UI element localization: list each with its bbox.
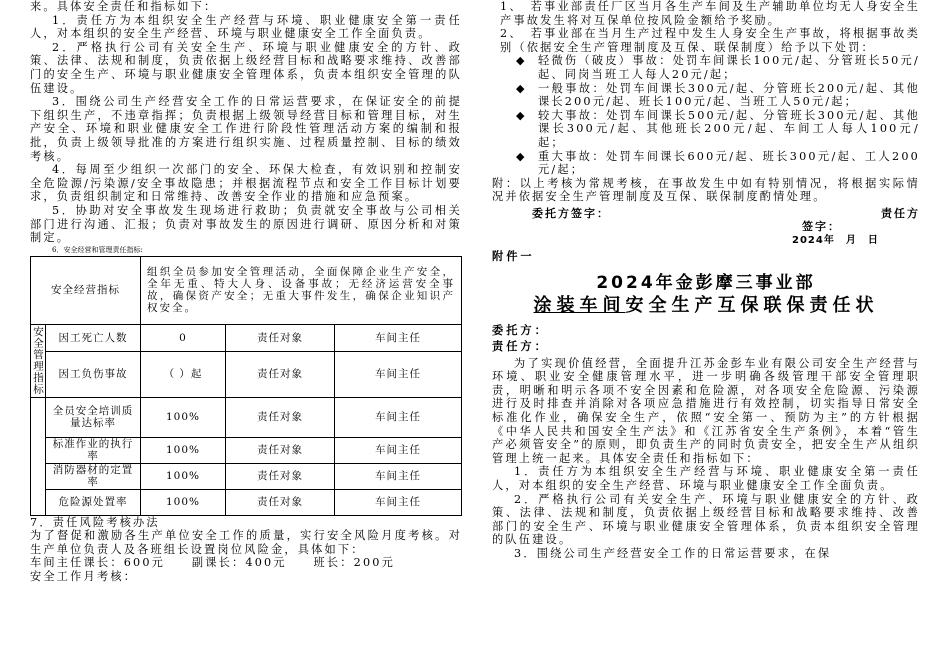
indicator-target: 0 — [141, 324, 226, 351]
penalty-item — [492, 150, 920, 177]
responsible-label: 责任方 — [881, 206, 920, 220]
workshop-name: 涂装车间 — [533, 294, 626, 316]
penalty-item — [492, 82, 920, 109]
side-label: 安全管理指标 — [32, 326, 44, 396]
object-value: 车间主任 — [335, 351, 462, 397]
penalty-item — [492, 109, 920, 150]
penalty-item — [492, 54, 920, 81]
right-column — [492, 0, 920, 561]
indicator-target: 100% — [141, 397, 226, 437]
signature-label: 签字： — [802, 219, 841, 233]
table-row — [31, 351, 462, 397]
penalty-major: 较大事故：处罚车间课长500元/起、分管班长300元/起、其他课长300元/起、其他班长200元/起、车间工人每人100元/起； — [538, 108, 920, 149]
entrust-signature-label: 委托方签字： — [532, 206, 610, 220]
diamond-bullet-icon: ◆ — [516, 54, 525, 68]
duty-1: 1．责任方为本组织安全生产经营与环境、职业健康安全第一责任人，对本组织的安全生产经营、环境与职业健康安全工作全面负责。 — [30, 13, 462, 41]
penalty-serious: 重大事故：处罚车间课长600元/起、班长300元/起、工人200元/起； — [538, 149, 920, 177]
document-subtitle — [492, 294, 920, 318]
section-7-title: 7．责任风险考核办法 — [30, 515, 160, 529]
duty-2: 2．严格执行公司有关安全生产、环境与职业健康安全的方针、政策、法律、法规和制度，负责依据上级经营目标和战略要求维持、改善部门的安全生产、环境与职业健康安全管理体系，负责本组织安全管理的队伍建设。 — [30, 40, 462, 95]
section-7-text: 为了督促和激励各生产单位安全工作的质量，实行安全风险月度考核。对生产单位负责人及各班组长设置岗位风险金，具体如下： — [30, 529, 462, 556]
table-row — [31, 463, 462, 489]
indicator-target: （ ）起 — [141, 351, 226, 397]
signature-block — [492, 204, 920, 244]
safety-indicator-table — [30, 256, 462, 516]
object-label: 责任对象 — [226, 324, 335, 351]
diamond-bullet-icon: ◆ — [516, 81, 525, 95]
duty-5: 5．协助对安全事故发生现场进行救助；负责就安全事故与公司相关部门进行沟通、汇报；负责对事故发生的原因进行调研、原因分析和对策制定。 — [30, 203, 462, 245]
object-label: 责任对象 — [226, 437, 335, 463]
object-label: 责任对象 — [226, 489, 335, 515]
indicator-name: 全员安全培训质量达标率 — [46, 397, 141, 437]
document-title: 2024年金彭摩三事业部 — [596, 272, 816, 293]
diamond-bullet-icon: ◆ — [516, 149, 525, 163]
penalty-general: 一般事故：处罚车间课长300元/起、分管班长200元/起、其他课长200元/起、班长100元/起、当班工人50元/起； — [538, 81, 920, 109]
signature-date: 2024年 月 日 — [792, 234, 879, 246]
penalty-clause: 2、 若事业部在当月生产过程中发生人身安全生产事故，将根据事故类别（依据安全生产管理制度及互保、联保制度）给予以下处罚： — [500, 27, 920, 54]
table-header-row — [31, 256, 462, 324]
object-value: 车间主任 — [335, 324, 462, 351]
object-label: 责任对象 — [226, 397, 335, 437]
indicator-name: 因工负伤事故 — [46, 351, 141, 397]
object-label: 责任对象 — [226, 463, 335, 489]
object-value: 车间主任 — [335, 437, 462, 463]
diamond-bullet-icon: ◆ — [516, 108, 525, 122]
table-row — [31, 437, 462, 463]
indicator-name: 标准作业的执行率 — [46, 437, 141, 463]
object-value: 车间主任 — [335, 463, 462, 489]
indicator-name: 消防器材的定置率 — [46, 463, 141, 489]
duty-2: 2．严格执行公司有关安全生产、环境与职业健康安全的方针、政策、法律、法规和制度，负责依据上级经营目标和战略要求维持、改善部门的安全生产、环境与职业健康安全管理体系，负责本组织安全管理的队伍建设。 — [492, 492, 920, 547]
header-label: 安全经营指标 — [31, 256, 141, 324]
object-value: 车间主任 — [335, 489, 462, 515]
duty-4: 4．每周至少组织一次部门的安全、环保大检查，有效识别和控制安全危险源/污染源/安全事故隐患；并根据流程节点和安全工作目标计划要求，负责组织制定和日常维持、改善安全作业的措施和应急预案。 — [30, 163, 462, 204]
indicator-name: 危险源处置率 — [46, 489, 141, 515]
duty-3: 3．围绕公司生产经营安全工作的日常运营要求，在保证安全的前提下组织生产，不违章指挥；负责根据上级领导经营目标和管理目标，对生产安全、环境和职业健康安全工作进行阶段性管理活动方案的编制和报批，负责上级领导批准的方案进行组织实施、过程质量控制、目标的绩效考核。 — [30, 95, 462, 163]
left-column — [30, 0, 462, 584]
indicator-target: 100% — [141, 463, 226, 489]
penalty-minor: 轻微伤（破皮）事故：处罚车间课长100元/起、分管班长50元/起、同岗当班工人每人20元/起； — [538, 54, 920, 81]
table-caption: 6．安全经营和管理责任指标: — [52, 245, 143, 254]
indicator-target: 100% — [141, 489, 226, 515]
subtitle-rest: 安全生产互保联保责任状 — [625, 294, 879, 316]
appendix-note: 附：以上考核为常规考核，在事故发生中如有特别情况，将根据实际情况并依据安全生产管理制度及互保、联保制度酌情处理。 — [492, 176, 920, 204]
risk-fund-amounts: 车间主任课长：600元 副课长：400元 班长：200元 — [30, 556, 395, 570]
entrust-party-label: 委托方： — [492, 322, 549, 337]
object-value: 车间主任 — [335, 397, 462, 437]
reward-clause: 1、 若事业部责任厂区当月各生产车间及生产辅助单位均无人身安全生产事故发生将对互保单位按风险金额给予奖励。 — [500, 0, 920, 27]
indicator-target: 100% — [141, 437, 226, 463]
responsible-party-label: 责任方： — [492, 339, 549, 354]
duty-3: 3．围绕公司生产经营安全工作的日常运营要求，在保 — [514, 547, 832, 560]
monthly-assessment-label: 安全工作月考核： — [30, 570, 138, 584]
header-description: 组织全员参加安全管理活动，全面保障企业生产安全，全年无重、特大人身、设备事故；无经济运营安全事故，确保资产安全；无重大事件发生，确保企业知识产权安全。 — [141, 256, 462, 324]
table-row — [31, 397, 462, 437]
table-row — [31, 324, 462, 351]
indicator-name: 因工死亡人数 — [46, 324, 141, 351]
duty-1: 1．责任方为本组织安全生产经营与环境、职业健康安全第一责任人，对本组织的安全生产经营、环境与职业健康安全工作全面负责。 — [492, 465, 920, 493]
contract-intro: 为了实现价值经营，全面提升江苏金彭车业有限公司安全生产经营与环境、职业安全健康管理水平，进一步明确各级管理干部安全管理职责，明晰和明示各项不安全因素和危险源，对各项安全危险源、污染源进行及时排查并消除对各项应急措施进行有效控制，切实指导日常安全标准化作业，确保安全生产，依照“安全第一、预防为主”的方针根据《中华人民共和国安全生产法》和《江苏省安全生产条例》，本着“管生产必须管安全”的原则，即负责生产的同时负责安全，把安全生产从组织管理上统一起来。具体安全责任和指标如下： — [492, 356, 920, 465]
table-row — [31, 489, 462, 515]
intro-tail: 来。具体安全责任和指标如下： — [30, 0, 218, 13]
object-label: 责任对象 — [226, 351, 335, 397]
attachment-label: 附件一 — [492, 248, 535, 263]
